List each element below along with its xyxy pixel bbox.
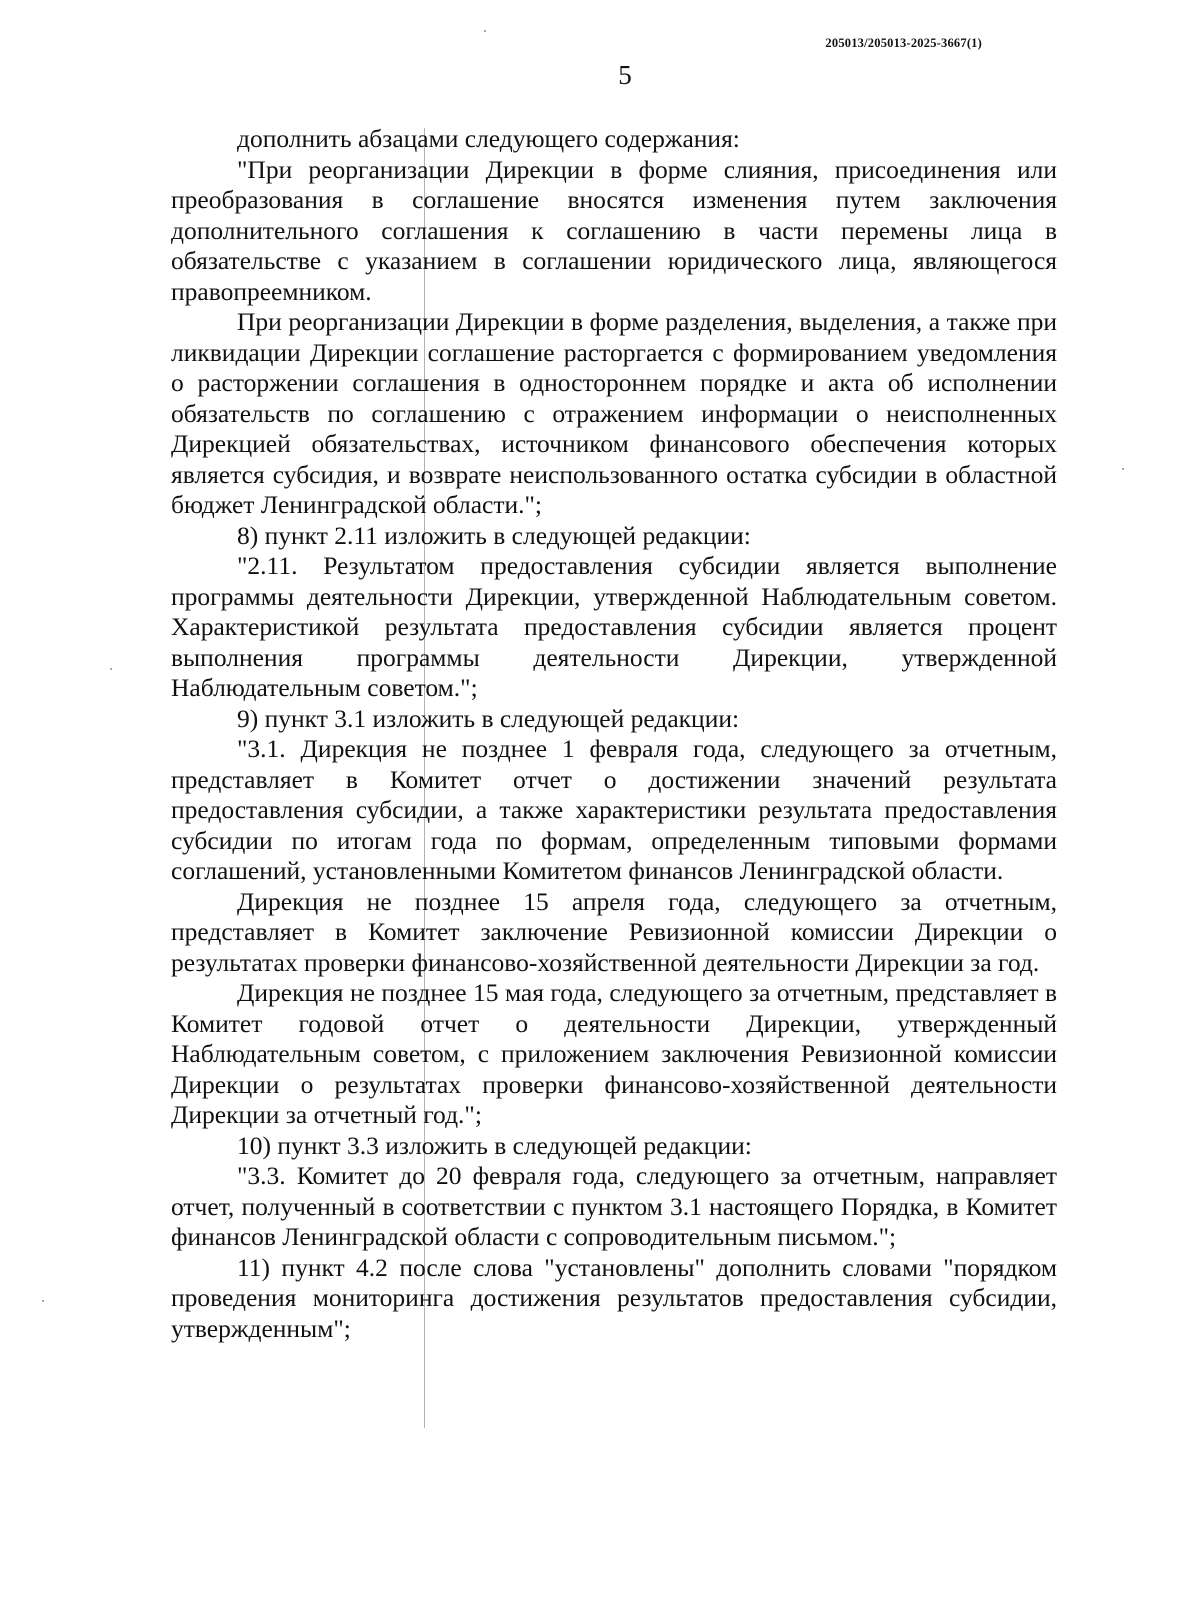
paragraph-may-report: Дирекция не позднее 15 мая года, следующего за отчетным, представляет в Комитет годовой отчет о деятельности Дирекции, утвержденный Наблюдательным советом, с приложением заключения Ревизионной комиссии Дирекции о результатах проверки финансово-хозяйственной деятельности Дирекции за отчетный год."; — [171, 978, 1057, 1129]
paragraph-clause-2-11: "2.11. Результатом предоставления субсидии является выполнение программы деятельности Дирекции, утвержденной Наблюдательным советом. Характеристикой результата предоставления субсидии является процент выполнения программы деятельности Дирекции, утвержденной Наблюдательным советом."; — [171, 551, 1057, 702]
paragraph-clause-3-1: "3.1. Дирекция не позднее 1 февраля года, следующего за отчетным, представляет в Комитет отчет о достижении значений результата предоставления субсидии, а также характеристики результата предоставления субсидии по итогам года по формам, определенным типовыми формами соглашений, установленными Комитетом финансов Ленинградской области. — [171, 734, 1057, 885]
document-body — [171, 124, 1057, 1344]
paragraph-reorganization-merger: "При реорганизации Дирекции в форме слияния, присоединения или преобразования в соглашение вносятся изменения путем заключения дополнительного соглашения к соглашению в части перемены лица в обязательстве с указанием в соглашении юридического лица, являющегося правопреемником. — [171, 154, 1057, 306]
paragraph-reorganization-division: При реорганизации Дирекции в форме разделения, выделения, а также при ликвидации Дирекции соглашение расторгается с формированием уведомления о расторжении соглашения в одностороннем порядке и акта об исполнении обязательств по соглашению с отражением информации о неисполненных Дирекцией обязательствах, источником финансового обеспечения которых является субсидия, и возврате неиспользованного остатка субсидии в областной бюджет Ленинградской области."; — [171, 307, 1057, 519]
scan-speck — [42, 1300, 44, 1302]
scan-speck — [110, 668, 112, 670]
document-registration-number: 205013/205013-2025-3667(1) — [825, 36, 982, 50]
scan-speck — [1122, 468, 1124, 470]
paragraph-item-11: 11) пункт 4.2 после слова "установлены" дополнить словами "порядком проведения мониторинга достижения результатов предоставления субсидии, утвержденным"; — [171, 1252, 1057, 1343]
scan-speck — [484, 30, 486, 32]
paragraph-item-10: 10) пункт 3.3 изложить в следующей редакции: — [237, 1130, 752, 1160]
paragraph-intro: дополнить абзацами следующего содержания: — [237, 124, 740, 153]
page-number: 5 — [618, 60, 632, 90]
paragraph-april-report: Дирекция не позднее 15 апреля года, следующего за отчетным, представляет в Комитет заключение Ревизионной комиссии Дирекции о результатах проверки финансово-хозяйственной деятельности Дирекции за год. — [171, 886, 1057, 977]
paragraph-clause-3-3: "3.3. Комитет до 20 февраля года, следующего за отчетным, направляет отчет, полученный в соответствии с пунктом 3.1 настоящего Порядка, в Комитет финансов Ленинградской области с сопроводительным письмом."; — [171, 1161, 1057, 1251]
paragraph-item-9: 9) пункт 3.1 изложить в следующей редакции: — [237, 703, 740, 733]
paragraph-item-8: 8) пункт 2.11 изложить в следующей редакции: — [237, 520, 751, 550]
